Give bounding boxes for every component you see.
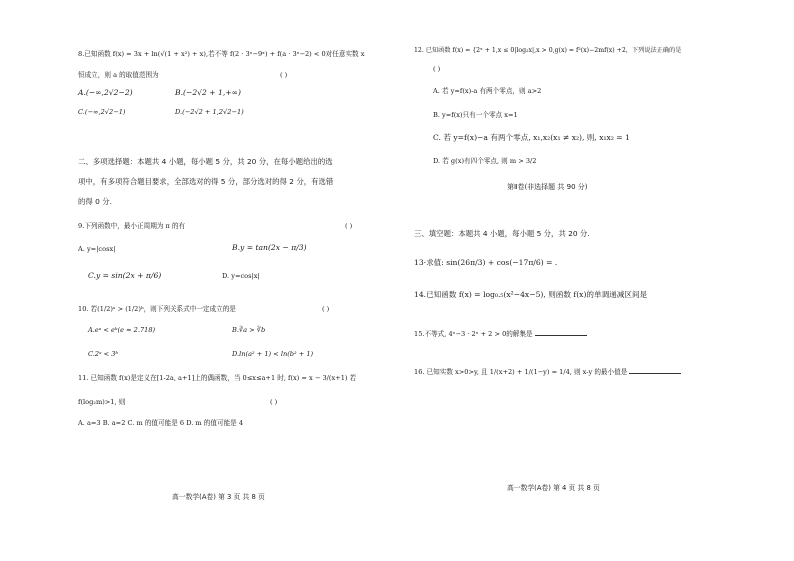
q11-stem-continued: f(log₂m)>1, 则 xyxy=(78,398,126,406)
q12-option-b: B. y=f(x)只有一个零点 x=1 xyxy=(433,111,518,119)
q9-stem: 9.下列函数中，最小正周期为 π 的有 xyxy=(78,222,186,230)
q14: 14.已知函数 f(x) = log₀.₅(x²−4x−5), 则函数 f(x)的单调递减区间是 xyxy=(414,290,648,299)
q12-answer-parens: ( ) xyxy=(433,65,441,73)
q10-option-a: A.eᵃ < eᵇ(e ≈ 2.718) xyxy=(88,326,156,334)
q15-answer-blank[interactable] xyxy=(535,329,587,336)
q8-option-b: B.(−2√2 + 1,+∞) xyxy=(175,88,241,97)
q15-text: 15.不等式, 4ˣ−3 · 2ˣ + 2 > 0的解集是 xyxy=(414,330,533,338)
q10-option-c: C.2ᵃ < 3ᵇ xyxy=(88,350,119,358)
q8-answer-parens: ( ) xyxy=(280,71,288,79)
page3-footer: 高一数学(A卷) 第 3 页 共 8 页 xyxy=(172,493,265,501)
q8-stem: 8.已知函数 f(x) = 3x + ln(√(1 + x²) + x),若不等 f(2 · 3ˣ−9ˣ) + f(a · 3ˣ−2) < 0对任意实数 x xyxy=(78,50,365,58)
q11-answer-parens: ( ) xyxy=(270,398,278,406)
q10-option-d: D.ln(a² + 1) < ln(b² + 1) xyxy=(232,350,314,358)
q8-option-c: C.(−∞,2√2−1) xyxy=(78,108,126,116)
section2-instructions-line3: 的得 0 分. xyxy=(78,197,112,206)
q9-option-b: B.y = tan(2x − π/3) xyxy=(232,243,307,252)
exam-page-4 xyxy=(397,0,794,561)
q16-answer-blank[interactable] xyxy=(629,367,681,374)
q12-option-a: A. 若 y=f(x)-a 有两个零点，则 a>2 xyxy=(433,87,542,95)
q13: 13·求值: sin(26π/3) + cos(−17π/6) = . xyxy=(414,258,558,267)
q11-options: A. a=3 B. a=2 C. m 的值可能是 6 D. m 的值可能是 4 xyxy=(78,419,244,427)
q12-option-c: C. 若 y=f(x)−a 有两个零点, x₁,x₂(x₁ ≠ x₂), 则, x₁x₂ = 1 xyxy=(433,133,630,142)
volume-ii-heading: 第Ⅱ卷(非选择题 共 90 分) xyxy=(507,183,588,191)
page4-footer: 高一数学(A卷) 第 4 页 共 8 页 xyxy=(507,484,600,492)
section3-instructions: 三、填空题：本题共 4 小题，每小题 5 分，共 20 分. xyxy=(414,229,590,238)
q10-answer-parens: ( ) xyxy=(322,305,330,313)
q8-option-a: A.(−∞,2√2−2) xyxy=(78,88,133,97)
q15 xyxy=(414,329,587,339)
q12-stem: 12. 已知函数 f(x) = {2ˣ + 1,x ≤ 0|log₂x|,x > 0,g(x) = f²(x)−2mf(x) +2，下列说法正确的是 xyxy=(414,47,682,54)
q11-stem: 11. 已知函数 f(x)是定义在[1-2a, a+1]上的偶函数，当 0≤x≤a+1 时, f(x) = x − 3/(x+1) 若 xyxy=(78,374,357,382)
section2-instructions-line1: 二、多项选择题：本题共 4 小题，每小题 5 分，共 20 分，在每小题给出的选 xyxy=(78,157,333,166)
q9-option-d: D. y=cos|x| xyxy=(222,272,260,280)
q9-option-a: A. y=|cosx| xyxy=(78,245,116,253)
q10-option-b: B.∛a > ∛b xyxy=(232,326,266,334)
q12-option-d: D. 若 g(x)有四个零点, 则 m > 3/2 xyxy=(433,157,537,165)
q9-option-c: C.y = sin(2x + π/6) xyxy=(88,271,162,280)
q8-stem-continued: 恒成立，则 a 的取值范围为 xyxy=(78,71,159,79)
q8-option-d: D.(−2√2 + 1,2√2−1) xyxy=(175,108,244,116)
q9-answer-parens: ( ) xyxy=(345,222,353,230)
q10-stem: 10. 若(1/2)ᵃ > (1/2)ᵇ，则下列关系式中一定成立的是 xyxy=(78,305,236,313)
q16 xyxy=(414,367,681,377)
q16-text: 16. 已知实数 x>0>y, 且 1/(x+2) + 1/(1−y) = 1/4, 则 x-y 的最小值是 xyxy=(414,368,628,376)
section2-instructions-line2: 项中，有多项符合题目要求，全部选对的得 5 分，部分选对的得 2 分，有选错 xyxy=(78,177,334,186)
